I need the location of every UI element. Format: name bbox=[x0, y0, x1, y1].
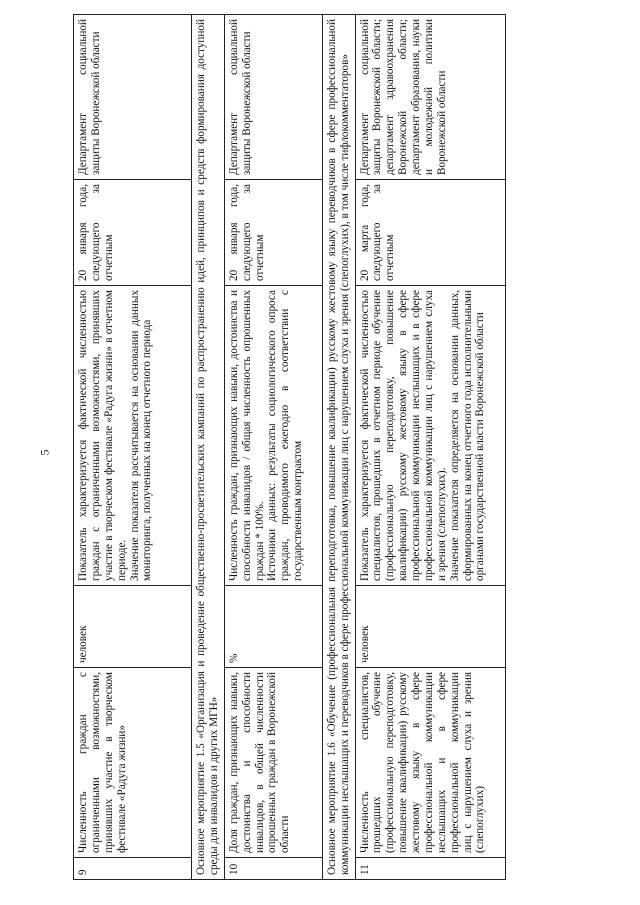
table-row bbox=[224, 15, 322, 880]
indicator-unit: % bbox=[224, 586, 322, 668]
row-number: 10 bbox=[224, 858, 322, 880]
reporting-date: 20 марта года, следующего за отчетным bbox=[355, 180, 505, 286]
reporting-date: 20 января года, следующего за отчетным bbox=[224, 180, 322, 286]
reporting-date: 20 января года, следующего за отчетным bbox=[74, 180, 192, 286]
responsible-department: Департамент социальной защиты Воронежской области; департамент здравоохранения Воронежской области; департамент образования, науки и молодежной политики Воронежской области bbox=[355, 15, 505, 180]
description-paragraph: Значение показателя определяется на основании данных, сформированных на конец отчетного года исполнительными органами государственной власти Воронежской области bbox=[448, 290, 487, 581]
indicator-unit: человек bbox=[355, 586, 505, 668]
description-paragraph: Численность граждан, признающих навыки, достоинства и способности инвалидов / общая численность опрошенных граждан * 100%. bbox=[227, 290, 266, 581]
indicator-unit: человек bbox=[74, 586, 192, 668]
indicator-name: Доля граждан, признающих навыки, достоинства и способности инвалидов, в общей численности опрошенных граждан в Воронежской области bbox=[224, 668, 322, 858]
row-number: 9 bbox=[74, 858, 192, 880]
indicators-table bbox=[73, 14, 506, 880]
section-row bbox=[192, 15, 225, 880]
indicator-description bbox=[74, 286, 192, 586]
responsible-department: Департамент социальной защиты Воронежской области bbox=[224, 15, 322, 180]
indicator-name: Численность специалистов, прошедших обучение (профессиональную переподготовку, повышение квалификации) русскому жестовому языку в сфере профессиональной коммуникации неслышащих и в сфере профессиональной коммуникации лиц с нарушением слуха и зрения (слепоглухих) bbox=[355, 668, 505, 858]
section-row bbox=[322, 15, 355, 880]
section-heading: Основное мероприятие 1.5 «Организация и проведение общественно-просветительских кампаний по распространению идей, принципов и средств формирования доступной среды для инвалидов и других МГН» bbox=[192, 15, 225, 880]
indicator-description bbox=[224, 286, 322, 586]
table-row bbox=[74, 15, 192, 880]
description-paragraph: Значение показателя рассчитывается на основании данных мониторинга, полученных на конец отчетного периода bbox=[128, 290, 154, 581]
indicator-description bbox=[355, 286, 505, 586]
rotated-table-page bbox=[73, 15, 613, 880]
description-paragraph: Показатель характеризуется фактической численностью специалистов, прошедших в отчетном периоде обучение (профессиональную переподготовку, повышение квалификации) русскому жестовому языку в сфере профессиональной коммуникации неслышащих и в сфере профессиональной коммуникации лиц с нарушением слуха и зрения (слепоглухих). bbox=[358, 290, 448, 581]
table-row bbox=[355, 15, 505, 880]
indicator-name: Численность граждан с ограниченными возможностями, принявших участие в творческом фестивале «Радуга жизни» bbox=[74, 668, 192, 858]
responsible-department: Департамент социальной защиты Воронежской области bbox=[74, 15, 192, 180]
section-heading: Основное мероприятие 1.6 «Обучение (профессиональная переподготовка, повышение квалификации) русскому жестовому языку переводчиков в сфере профессиональной коммуникации неслышащих и переводчиков в сфере профессиональной коммуникации лиц с нарушением слуха и зрения (слепоглухих), в том числе тифлокомментаторов» bbox=[322, 15, 355, 880]
row-number: 11 bbox=[355, 858, 505, 880]
description-paragraph: Показатель характеризуется фактической численностью граждан с ограниченными возможностями, принявших участие в творческом фестивале «Радуга жизни» в отчетном периоде. bbox=[77, 290, 128, 581]
page-number: 5 bbox=[37, 449, 52, 456]
description-paragraph: Источники данных: результаты социологического опроса граждан, проводимого ежегодно в соответствии с государственным контрактом bbox=[266, 290, 305, 581]
